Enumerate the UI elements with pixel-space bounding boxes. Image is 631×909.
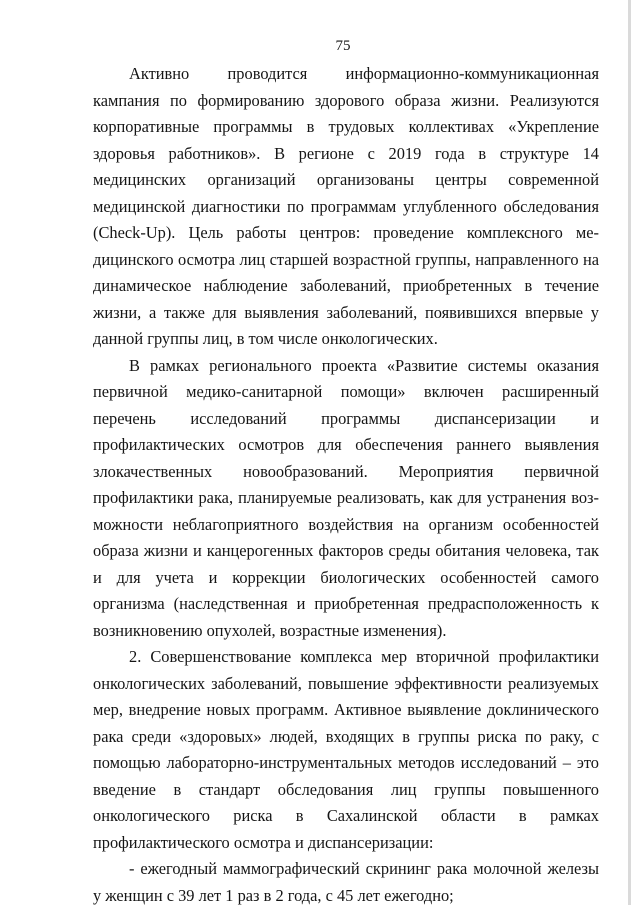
page-number: 75 — [335, 38, 351, 54]
body-text — [93, 61, 599, 909]
paragraph-regional-project: В рамках регионального проекта «Развитие системы оказания первичной медико-санитарной помощи» включен расширенный перечень исследований программы диспансеризации и профилактических осмотров для обеспечения раннего выявления злокачественных новообразований. Мероприятия первичной профилактики рака, планируемые реализовать, как для устранения возможности неблагоприятного воздействия на организм особенностей образа жизни и канцерогенных факторов среды обитания человека, так и для учета и коррекции биологических особенностей самого организма (наследственная и приобретенная предрасположенность к возникновению опухолей, возрастные изменения). — [93, 355, 599, 640]
paragraph-info-campaign: Активно проводится информационно-коммуникационная кампания по формированию здорового образа жизни. Реализуются корпоративные программы в трудовых коллективах «Укрепление здоровья работников». В регионе с 2019 года в структуре 14 медицинских организаций организованы центры современной медицинской диагностики по программам углубленного обследования (Check-Up). Цель работы центров: проведение комплексного медицинского осмотра лиц старшей возрастной группы, направленного на динамическое наблюдение заболеваний, приобретенных в течение жизни, а также для выявления заболеваний, появившихся впервые у данной группы лиц, в том числе онкологических. — [93, 64, 599, 348]
list-item-mammography-screening: - ежегодный маммографический скрининг рака молочной железы у женщин с 39 лет 1 раз в 2 года, с 45 лет ежегодно; — [93, 859, 599, 905]
paragraph-secondary-prevention: 2. Совершенствование комплекса мер вторичной профилактики онкологических заболеваний, повышение эффективности реализуемых мер, внедрение новых программ. Активное выявление доклинического рака среди «здоровых» людей, входящих в группы риска по раку, с помощью лабораторно-инструментальных методов исследований – это введение в стандарт обследования лиц группы повышенного онкологического риска в Сахалинской области в рамках профилактического осмотра и диспансеризации: — [93, 647, 599, 852]
